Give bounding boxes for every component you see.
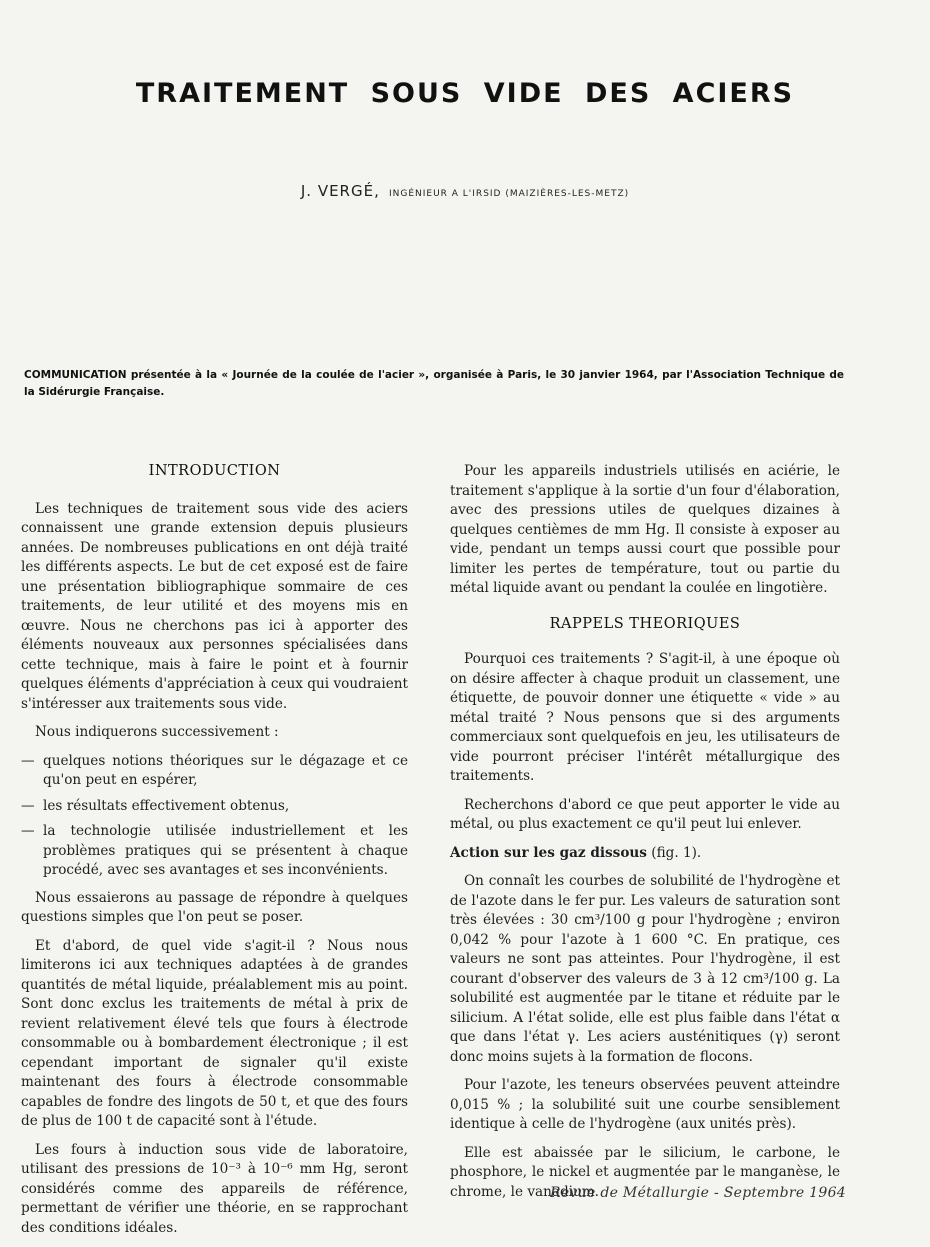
paragraph: Recherchons d'abord ce que peut apporter le vide au métal, ou plus exactement ce qu'il peut lui enlever. <box>450 796 840 832</box>
list-item <box>21 752 408 791</box>
topic-list <box>21 752 408 881</box>
list-item-text: la technologie utilisée industriellement et les problèmes pratiques qui se présentent à chaque procédé, avec ses avantages et ses inconvénients. <box>43 823 408 878</box>
figure-reference: (fig. 1). <box>651 844 702 861</box>
list-item <box>21 822 408 881</box>
paragraph: Pour l'azote, les teneurs observées peuvent atteindre 0,015 % ; la solubilité suit une courbe sensiblement identique à celle de l'hydrogène (aux unités près). <box>450 1077 840 1132</box>
list-item-text: quelques notions théoriques sur le dégazage et ce qu'on peut en espérer, <box>43 752 408 788</box>
subsection-heading <box>450 844 840 864</box>
paragraph: Pour les appareils industriels utilisés en aciérie, le traitement s'applique à la sortie d'un four d'élaboration, avec des pressions utiles de quelques dizaines à quelques centièmes de mm Hg. Il consiste à exposer au vide, pendant un temps aussi court que possible pour limiter les pertes de température, tout ou partie du métal liquide avant ou pendant la coulée en lingotière. <box>450 463 840 596</box>
right-column <box>450 462 840 1211</box>
author-byline <box>0 181 930 200</box>
paragraph: Nous indiquerons successivement : <box>35 724 279 740</box>
author-name: J. VERGÉ, <box>300 182 380 200</box>
left-column <box>21 462 408 1247</box>
paragraph: Nous essaierons au passage de répondre à quelques questions simples que l'on peut se poser. <box>21 889 408 925</box>
article-title: TRAITEMENT SOUS VIDE DES ACIERS <box>135 78 795 109</box>
section-heading-rappels-theoriques: RAPPELS THEORIQUES <box>549 615 741 632</box>
paragraph: Les techniques de traitement sous vide des aciers connaissent une grande extension depuis plusieurs années. De nombreuses publications en ont déjà traité les différents aspects. Le but de cet exposé est de faire une présentation bibliographique sommaire de ces traitements, de leur utilité et des moyens mis en œuvre. Nous ne cherchons pas ici à apporter des éléments nouveaux aux personnes spécialisées dans cette technique, mais à faire le point et à fournir quelques éléments d'appréciation à ceux qui voudraient s'intéresser aux traitements sous vide. <box>21 500 408 712</box>
list-dash: — <box>21 823 35 839</box>
list-item-text: les résultats effectivement obtenus, <box>43 797 290 814</box>
paragraph: Et d'abord, de quel vide s'agit-il ? Nous nous limiterons ici aux techniques adaptées à de grandes quantités de métal liquide, préalablement mis au point. Sont donc exclus les traitements de métal à prix de revient relativement élevé tels que fours à électrode consommable ou à bombardement électronique ; il est cependant important de signaler qu'il existe maintenant des fours à électrode consommable capables de fondre des lingots de 50 t, et que des fours de plus de 100 t de capacité sont à l'étude. <box>21 937 408 1129</box>
subsection-title: Action sur les gaz dissous <box>450 844 647 861</box>
list-dash: — <box>21 752 35 769</box>
section-heading-introduction: INTRODUCTION <box>148 463 281 479</box>
communication-note: COMMUNICATION présentée à la « Journée de la coulée de l'acier », organisée à Paris, le 30 janvier 1964, par l'Association Technique de la Sidérurgie Française. <box>24 369 844 398</box>
author-affiliation: INGÉNIEUR A L'IRSID (MAIZIÈRES-LES-METZ) <box>388 189 630 199</box>
list-dash: — <box>21 797 35 814</box>
journal-footer: Revue de Métallurgie - Septembre 1964 <box>550 1185 846 1201</box>
list-item <box>21 797 408 817</box>
paragraph: Pourquoi ces traitements ? S'agit-il, à une époque où on désire affecter à chaque produit un classement, une étiquette, de pouvoir donner une étiquette « vide » au métal traité ? Nous pensons que si des arguments commerciaux sont quelquefois en jeu, les utilisateurs de vide pourront préciser l'intérêt métallurgique des traitements. <box>450 651 840 784</box>
paragraph: Elle est abaissée par le silicium, le carbone, le phosphore, le nickel et augmentée par le manganèse, le chrome, le vanadium. <box>450 1144 840 1200</box>
paragraph: On connaît les courbes de solubilité de l'hydrogène et de l'azote dans le fer pur. Les valeurs de saturation sont très élevées : 30 cm³/100 g pour l'hydrogène ; environ 0,042 % pour l'azote à 1 600 °C. En pratique, ces valeurs ne sont pas atteintes. Pour l'hydrogène, il est courant d'observer des valeurs de 3 à 12 cm³/100 g. La solubilité est augmentée par le titane et réduite par le silicium. A l'état solide, elle est plus faible dans l'état α que dans l'état γ. Les aciers austénitiques (γ) seront donc moins sujets à la formation de flocons. <box>450 873 840 1065</box>
paragraph: Les fours à induction sous vide de laboratoire, utilisant des pressions de 10⁻³ à 10⁻⁶ mm Hg, seront considérés comme des appareils de référence, permettant de vérifier une théorie, en se rapprochant des conditions idéales. <box>21 1141 408 1236</box>
